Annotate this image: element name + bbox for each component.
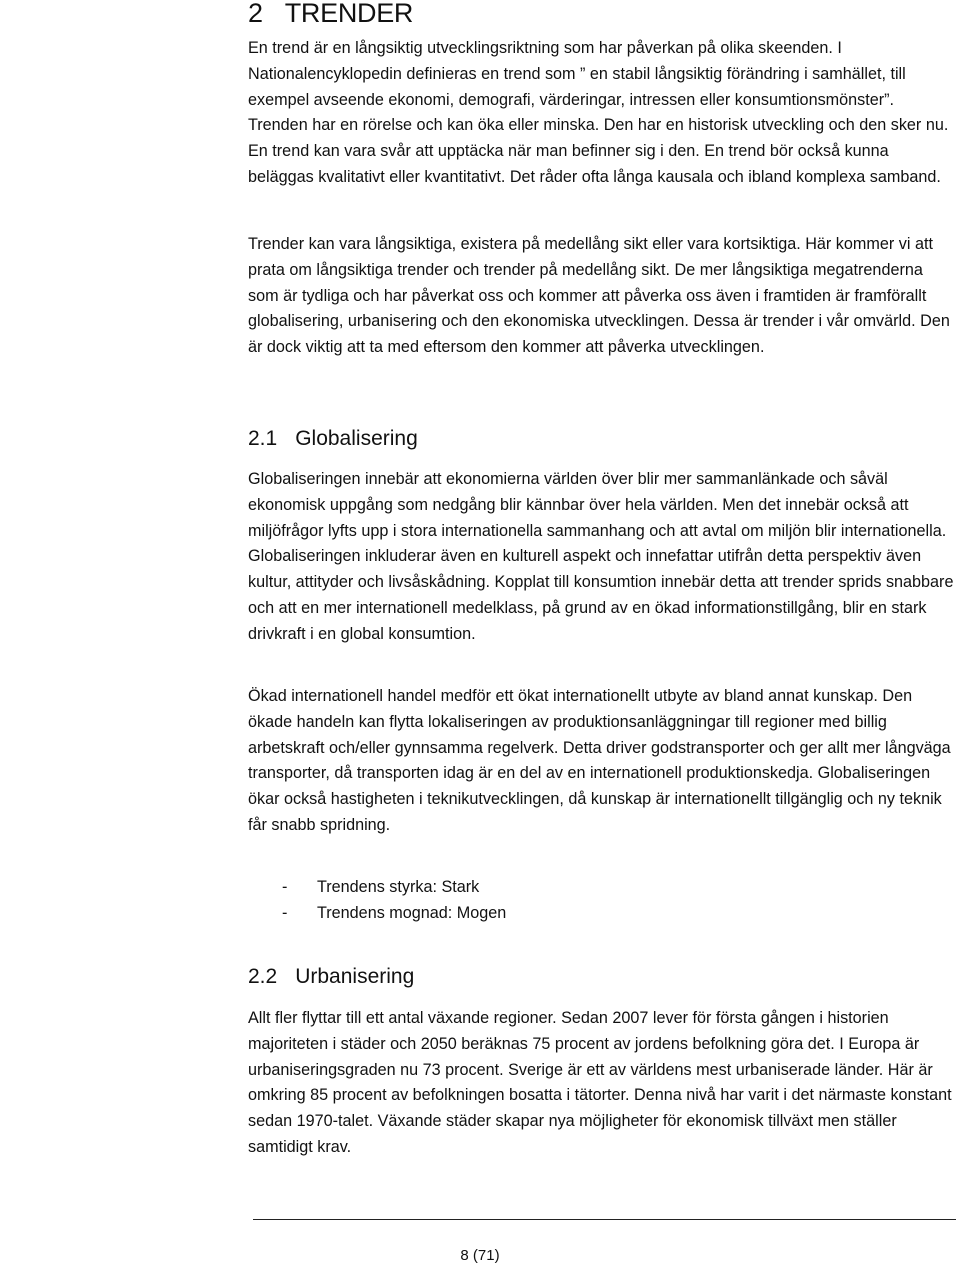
list-item — [248, 875, 506, 901]
chapter-number: 2 — [248, 0, 263, 28]
trend-attributes-list — [248, 875, 506, 927]
section-title: Urbanisering — [295, 965, 415, 988]
page-number: 8 (71) — [460, 1247, 500, 1264]
section-number: 2.1 — [248, 427, 278, 450]
globalisering-paragraph-2: Ökad internationell handel medför ett ökat internationellt utbyte av bland annat kunskap. Den ökade handeln kan flytta lokaliseringen av produktionsanläggningar till regioner med billig arbetskraft och/eller gynnsamma regelverk. Detta driver godstransporter och ger allt mer långväga transporter, då transporten idag är en del av en internationell produktionskedja. Globaliseringen ökar också hastigheten i teknikutvecklingen, då kunskap är internationellt tillgänglig och ny teknik får snabb spridning. — [248, 687, 951, 834]
chapter-heading — [248, 0, 413, 26]
section-title: Globalisering — [295, 427, 418, 450]
list-item — [248, 901, 506, 927]
section-heading-globalisering — [248, 426, 418, 452]
footer-divider — [253, 1219, 956, 1220]
urbanisering-paragraph-1: Allt fler flyttar till ett antal växande regioner. Sedan 2007 lever för första gången i historien majoriteten i städer och 2050 beräknas 75 procent av jordens befolkning göra det. I Europa är urbaniseringsgraden nu 73 procent. Sverige är ett av världens mest urbaniserade länder. Här är omkring 85 procent av befolkningen bosatta i tätorter. Denna nivå har varit i det närmaste konstant sedan 1970-talet. Växande städer skapar nya möjligheter för ekonomisk tillväxt men ställer samtidigt krav. — [248, 1009, 952, 1156]
section-number: 2.2 — [248, 965, 278, 988]
chapter-title: TRENDER — [284, 0, 414, 28]
list-item-text: Trendens mognad: Mogen — [317, 903, 507, 922]
list-marker: - — [282, 878, 288, 896]
globalisering-paragraph-1: Globaliseringen innebär att ekonomierna världen över blir mer sammanlänkade och såväl ekonomisk uppgång som nedgång blir kännbar över hela världen. Men det innebär också att miljöfrågor lyfts upp i stora internationella sammanhang och att avtal om miljön blir internationella. Globaliseringen inkluderar även en kulturell aspekt och innefattar utifrån detta perspektiv även kultur, attityder och livsåskådning. Kopplat till konsumtion innebär detta att trender sprids snabbare och att en mer internationell medelklass, på grund av en ökad informationstillgång, blir en stark drivkraft i en global konsumtion. — [248, 470, 954, 643]
intro-paragraph-2: Trender kan vara långsiktiga, existera på medellång sikt eller vara kortsiktiga. Här kommer vi att prata om långsiktiga trender och trender på medellång sikt. De mer långsiktiga megatrenderna som är tydliga och har påverkat oss och kommer att påverka oss även i framtiden är framförallt globalisering, urbanisering och den ekonomiska utvecklingen. Dessa är trender i vår omvärld. Den är dock viktig att ta med eftersom den kommer att påverka utvecklingen. — [248, 235, 950, 357]
list-marker: - — [282, 903, 288, 922]
section-heading-urbanisering — [248, 964, 414, 990]
list-item-text: Trendens styrka: Stark — [317, 878, 480, 896]
intro-paragraph-1: En trend är en långsiktig utvecklingsriktning som har påverkan på olika skeenden. I Nationalencyklopedin definieras en trend som ” en stabil långsiktig förändring i samhället, till exempel avseende ekonomi, demografi, värderingar, intressen eller konsumtionsmönster”. Trenden har en rörelse och kan öka eller minska. Den har en historisk utveckling och den sker nu. En trend kan vara svår att upptäcka när man befinner sig i den. En trend bör också kunna beläggas kvalitativt eller kvantitativt. Det råder ofta långa kausala och ibland komplexa samband. — [248, 39, 949, 186]
